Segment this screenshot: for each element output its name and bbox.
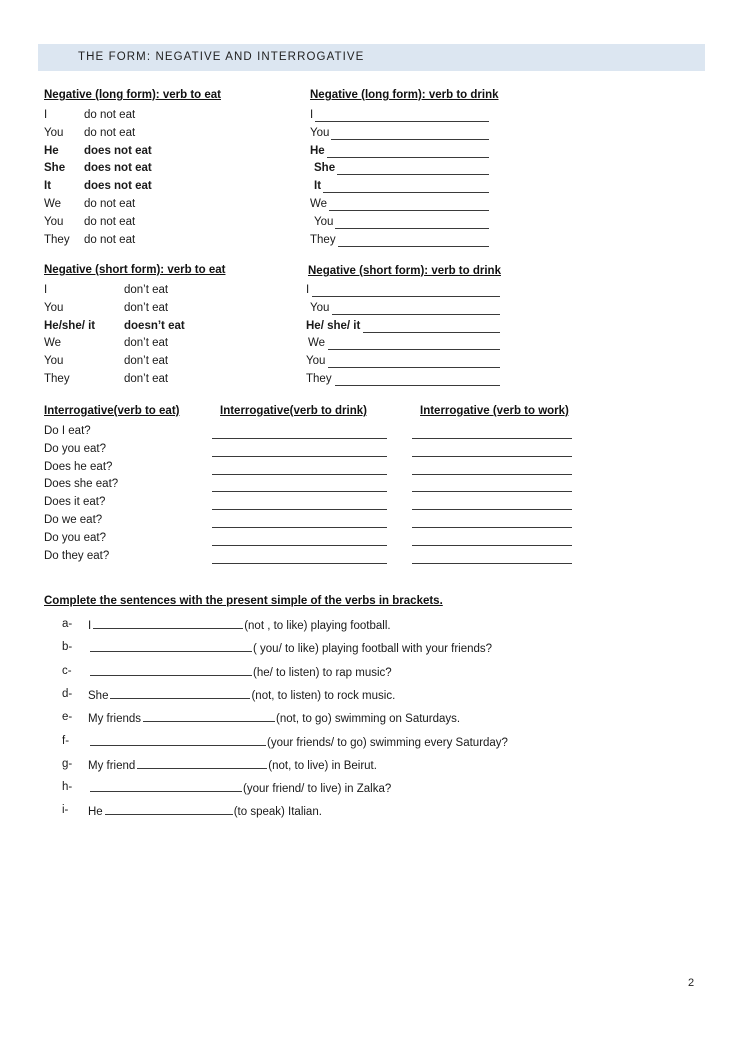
answer-blank-line[interactable] xyxy=(323,192,489,193)
answer-blank-line[interactable] xyxy=(332,314,500,315)
item-lead-text: I xyxy=(88,620,92,632)
header-band xyxy=(38,44,705,71)
item-tail-text: (not, to live) in Beirut. xyxy=(268,759,377,772)
heading-negative-short-drink: Negative (short form): verb to drink xyxy=(308,265,501,277)
pronoun-label: You xyxy=(306,355,326,368)
verb-form: does not eat xyxy=(84,162,152,175)
interrogative-row: Do we eat? xyxy=(44,514,103,526)
pronoun-label: It xyxy=(314,180,322,193)
item-lead-text: She xyxy=(88,689,109,702)
pronoun-label: She xyxy=(44,162,66,175)
pronoun-label: We xyxy=(44,337,62,350)
verb-form: do not eat xyxy=(84,109,136,121)
answer-blank-line[interactable] xyxy=(412,456,572,457)
item-marker: i- xyxy=(62,804,69,817)
item-body xyxy=(88,685,395,705)
verb-form: do not eat xyxy=(84,233,136,246)
item-lead-text: My friends xyxy=(88,713,142,726)
item-body xyxy=(88,615,391,635)
verb-form: don’t eat xyxy=(124,337,169,350)
item-tail-text: (your friend/ to live) in Zalka? xyxy=(243,783,392,796)
page-number: 2 xyxy=(688,977,695,989)
item-marker: e- xyxy=(62,711,73,724)
pronoun-label: I xyxy=(306,284,310,296)
answer-blank-line[interactable] xyxy=(338,246,489,247)
answer-blank-line[interactable] xyxy=(212,491,387,492)
answer-blank-line[interactable] xyxy=(329,210,489,211)
heading-negative-long-eat: Negative (long form): verb to eat xyxy=(44,89,221,101)
item-marker: d- xyxy=(62,687,73,700)
interrogative-row: Do you eat? xyxy=(44,531,107,544)
answer-blank-line[interactable] xyxy=(412,527,572,528)
answer-blank-line[interactable] xyxy=(335,228,489,229)
pronoun-label: It xyxy=(44,180,52,193)
answer-blank-line[interactable] xyxy=(212,438,387,439)
verb-form: does not eat xyxy=(84,180,152,193)
pronoun-label: You xyxy=(44,301,64,314)
verb-form: does not eat xyxy=(84,144,152,157)
heading-negative-short-eat: Negative (short form): verb to eat xyxy=(44,264,226,276)
verb-form: don’t eat xyxy=(124,355,169,368)
answer-blank-line[interactable] xyxy=(328,367,500,368)
item-marker: g- xyxy=(62,757,73,770)
answer-blank-line[interactable] xyxy=(212,509,387,510)
pronoun-label: I xyxy=(44,284,48,296)
answer-blank-line[interactable] xyxy=(90,638,252,652)
answer-blank-line[interactable] xyxy=(312,296,500,297)
verb-form: do not eat xyxy=(84,198,136,210)
interrogative-row: Do they eat? xyxy=(44,549,110,562)
item-tail-text: (to speak) Italian. xyxy=(233,806,322,819)
heading-interrogative-drink: Interrogative(verb to drink) xyxy=(220,405,367,417)
answer-blank-line[interactable] xyxy=(412,438,572,439)
pronoun-label: You xyxy=(44,215,64,228)
item-tail-text: (your friends/ to go) swimming every Saturday? xyxy=(267,736,508,749)
answer-blank-line[interactable] xyxy=(212,545,387,546)
verb-form: do not eat xyxy=(84,126,136,139)
answer-blank-line[interactable] xyxy=(335,385,500,386)
answer-blank-line[interactable] xyxy=(327,157,489,158)
answer-blank-line[interactable] xyxy=(331,139,489,140)
answer-blank-line[interactable] xyxy=(143,708,275,722)
item-tail-text: (not, to listen) to rock music. xyxy=(251,689,396,702)
pronoun-label: You xyxy=(44,355,64,368)
item-tail-text: (not , to like) playing football. xyxy=(244,620,391,632)
pronoun-label: You xyxy=(44,126,64,139)
pronoun-label: He/ she/ it xyxy=(306,319,361,332)
verb-form: do not eat xyxy=(84,215,136,228)
answer-blank-line[interactable] xyxy=(110,685,250,699)
answer-blank-line[interactable] xyxy=(105,801,233,815)
item-tail-text: (he/ to listen) to rap music? xyxy=(253,666,392,679)
pronoun-label: He xyxy=(310,144,325,157)
verb-form: don’t eat xyxy=(124,284,169,296)
answer-blank-line[interactable] xyxy=(90,662,252,676)
answer-blank-line[interactable] xyxy=(90,732,266,746)
pronoun-label: You xyxy=(310,301,330,314)
answer-blank-line[interactable] xyxy=(212,474,387,475)
pronoun-label: We xyxy=(310,198,328,210)
answer-blank-line[interactable] xyxy=(137,755,267,769)
item-body xyxy=(88,755,377,775)
pronoun-label: He xyxy=(44,144,59,157)
pronoun-label: She xyxy=(314,162,336,175)
interrogative-row: Do you eat? xyxy=(44,442,107,455)
item-marker: f- xyxy=(62,734,70,747)
answer-blank-line[interactable] xyxy=(315,121,489,122)
interrogative-row: Does it eat? xyxy=(44,496,106,509)
item-body xyxy=(88,801,322,821)
answer-blank-line[interactable] xyxy=(90,778,242,792)
pronoun-label: We xyxy=(308,337,326,350)
pronoun-label: They xyxy=(310,233,336,246)
interrogative-row: Do I eat? xyxy=(44,425,91,437)
heading-interrogative-eat: Interrogative(verb to eat) xyxy=(44,405,180,417)
answer-blank-line[interactable] xyxy=(337,174,489,175)
heading-negative-long-drink: Negative (long form): verb to drink xyxy=(310,89,499,101)
answer-blank-line[interactable] xyxy=(412,563,572,564)
verb-form: don’t eat xyxy=(124,301,169,314)
pronoun-label: He/she/ it xyxy=(44,319,96,332)
item-marker: a- xyxy=(62,618,73,630)
verb-form: don’t eat xyxy=(124,373,169,385)
item-body xyxy=(88,732,508,752)
answer-blank-line[interactable] xyxy=(412,509,572,510)
item-body xyxy=(88,778,391,798)
item-marker: c- xyxy=(62,664,72,677)
item-marker: h- xyxy=(62,781,73,794)
answer-blank-line[interactable] xyxy=(212,563,387,564)
answer-blank-line[interactable] xyxy=(328,349,500,350)
item-marker: b- xyxy=(62,641,73,654)
answer-blank-line[interactable] xyxy=(412,491,572,492)
item-body xyxy=(88,662,392,682)
interrogative-row: Does she eat? xyxy=(44,478,119,491)
pronoun-label: They xyxy=(44,373,70,385)
item-lead-text: He xyxy=(88,806,103,819)
page-title: THE FORM: NEGATIVE AND INTERROGATIVE xyxy=(78,51,365,63)
answer-blank-line[interactable] xyxy=(212,456,387,457)
answer-blank-line[interactable] xyxy=(412,474,572,475)
item-lead-text: My friend xyxy=(88,759,136,772)
pronoun-label: They xyxy=(44,233,70,246)
answer-blank-line[interactable] xyxy=(212,527,387,528)
item-body xyxy=(88,638,492,658)
item-tail-text: (not, to go) swimming on Saturdays. xyxy=(276,713,461,726)
answer-blank-line[interactable] xyxy=(93,615,243,629)
verb-form: doesn’t eat xyxy=(124,319,185,332)
interrogative-row: Does he eat? xyxy=(44,460,113,473)
item-body xyxy=(88,708,460,728)
heading-interrogative-work: Interrogative (verb to work) xyxy=(420,405,569,417)
pronoun-label: They xyxy=(306,373,332,385)
pronoun-label: We xyxy=(44,198,62,210)
item-tail-text: ( you/ to like) playing football with your friends? xyxy=(253,643,493,656)
answer-blank-line[interactable] xyxy=(412,545,572,546)
pronoun-label: You xyxy=(310,126,330,139)
answer-blank-line[interactable] xyxy=(363,332,500,333)
pronoun-label: You xyxy=(314,215,334,228)
pronoun-label: I xyxy=(310,109,314,121)
heading-exercise: Complete the sentences with the present simple of the verbs in brackets. xyxy=(44,595,443,607)
pronoun-label: I xyxy=(44,109,48,121)
